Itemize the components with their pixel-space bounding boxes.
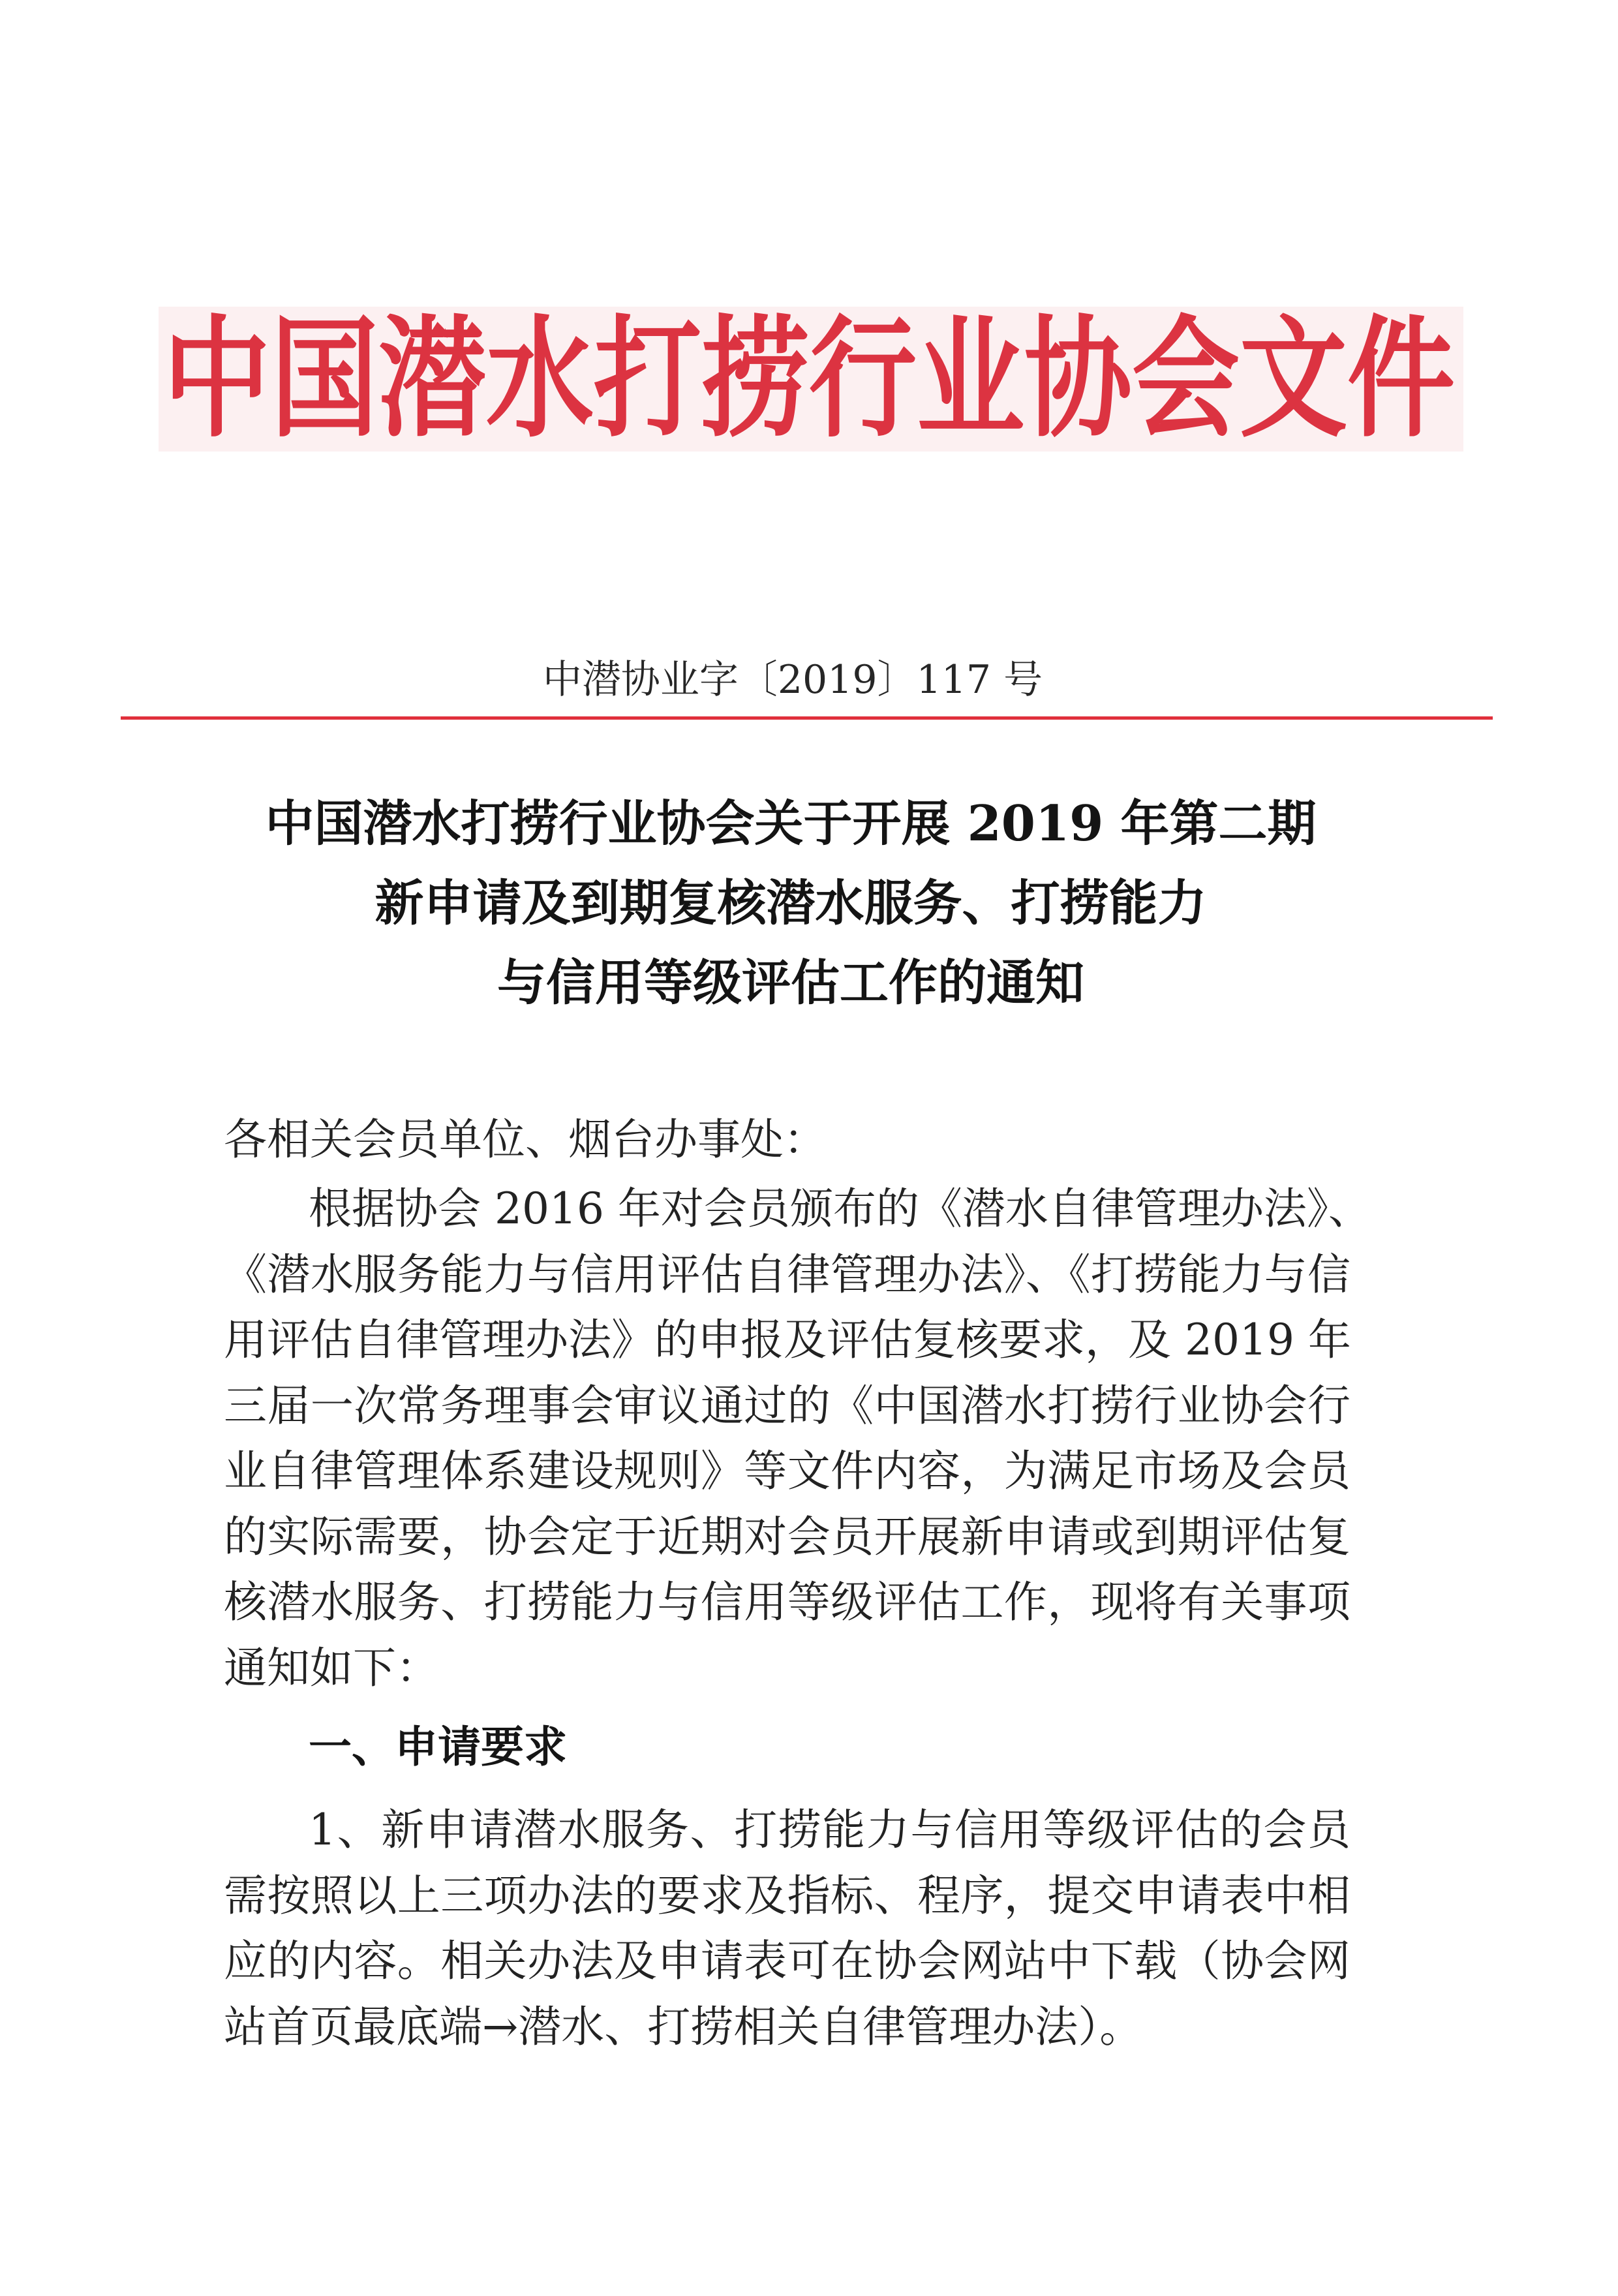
paragraph-line: 通知如下： bbox=[224, 1642, 439, 1693]
issuer-header-title: 中国潜水打捞行业协会文件 bbox=[162, 302, 1456, 455]
paragraph-line: 业自律管理体系建设规则》等文件内容，为满足市场及会员 bbox=[224, 1446, 1351, 1496]
paragraph-line: 应的内容。相关办法及申请表可在协会网站中下载（协会网 bbox=[224, 1936, 1351, 1986]
paragraph-line: 的实际需要，协会定于近期对会员开展新申请或到期评估复 bbox=[224, 1511, 1351, 1562]
paragraph-line: 需按照以上三项办法的要求及指标、程序，提交申请表中相 bbox=[224, 1870, 1351, 1921]
section-heading: 一、申请要求 bbox=[309, 1722, 567, 1772]
body-paragraph bbox=[224, 1176, 1371, 1701]
salutation: 各相关会员单位、烟台办事处： bbox=[224, 1114, 827, 1165]
notice-title-line: 与信用等级评估工作的通知 bbox=[496, 954, 1084, 1011]
paragraph-line: 站首页最底端→潜水、打捞相关自律管理办法）。 bbox=[224, 2001, 1143, 2052]
notice-title-line: 中国潜水打捞行业协会关于开展 2019 年第二期 bbox=[265, 795, 1317, 852]
paragraph-line: 核潜水服务、打捞能力与信用等级评估工作，现将有关事项 bbox=[224, 1577, 1351, 1627]
document-number: 中潜协业字〔2019〕117 号 bbox=[542, 657, 1043, 703]
paragraph-line: 《潜水服务能力与信用评估自律管理办法》、《打捞能力与信 bbox=[224, 1249, 1351, 1300]
paragraph-line: 三届一次常务理事会审议通过的《中国潜水打捞行业协会行 bbox=[224, 1380, 1351, 1431]
header-divider-rule bbox=[121, 716, 1493, 720]
paragraph-line: 1、新申请潜水服务、打捞能力与信用等级评估的会员 bbox=[309, 1805, 1351, 1855]
salutation-block bbox=[224, 1107, 1351, 1173]
notice-title-line: 新申请及到期复核潜水服务、打捞能力 bbox=[374, 874, 1207, 932]
body-paragraph bbox=[224, 1798, 1351, 2060]
paragraph-line: 根据协会 2016 年对会员颁布的《潜水自律管理办法》、 bbox=[309, 1184, 1371, 1234]
notice-title bbox=[0, 784, 1581, 1022]
paragraph-line: 用评估自律管理办法》的申报及评估复核要求，及 2019 年 bbox=[224, 1315, 1351, 1365]
